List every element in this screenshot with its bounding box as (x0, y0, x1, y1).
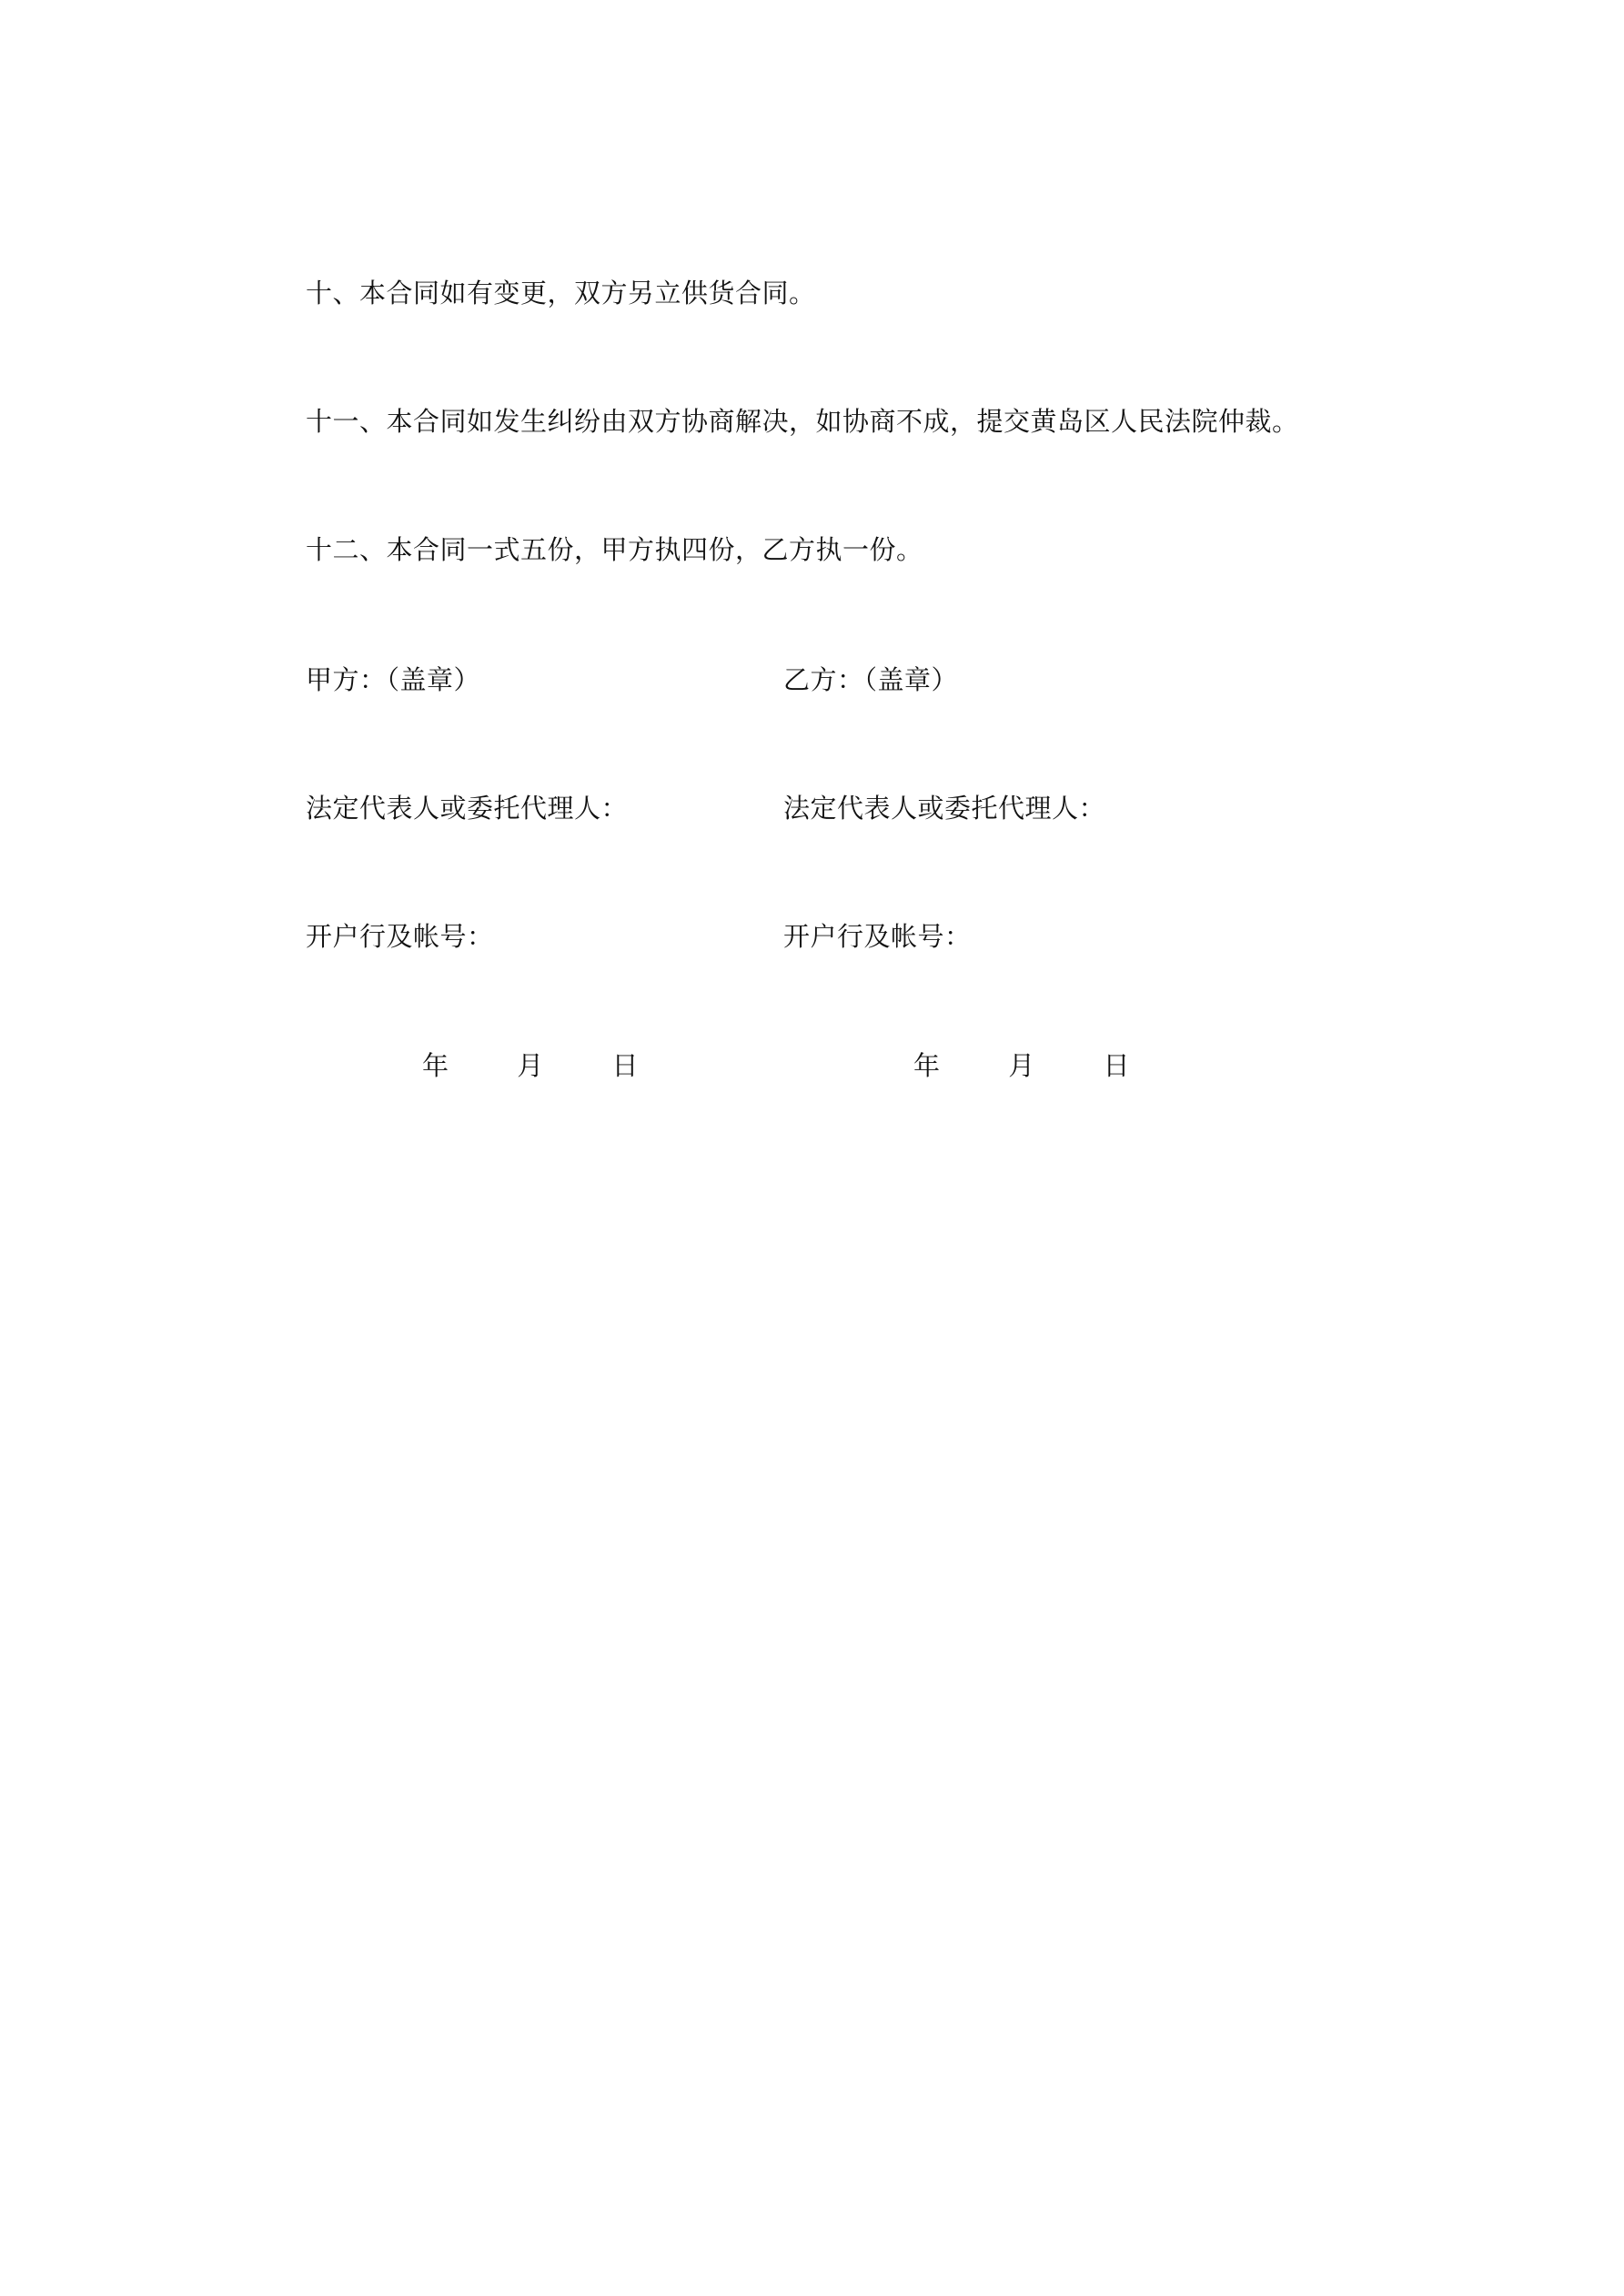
clause-11: 十一、本合同如发生纠纷由双方协商解决，如协商不成，提交黄岛区人民法院仲裁。 (306, 406, 1299, 437)
party-a-seal: 甲方：（盖章） (306, 664, 481, 695)
party-b-date-year: 年 (913, 1050, 941, 1081)
party-a-bank-account: 开户行及帐号： (306, 921, 494, 952)
party-a-representative: 法定代表人或委托代理人： (306, 793, 629, 824)
clause-10: 十、本合同如有变更，双方另立供货合同。 (306, 278, 816, 308)
party-b-date (913, 1049, 1129, 1082)
party-a-date-month: 月 (517, 1050, 544, 1081)
party-b-seal: 乙方：（盖章） (783, 664, 959, 695)
party-b-date-day: 日 (1103, 1050, 1130, 1081)
party-a-date (422, 1049, 638, 1082)
party-b-date-month: 月 (1008, 1050, 1035, 1081)
party-a-date-day: 日 (611, 1050, 639, 1081)
party-b-representative: 法定代表人或委托代理人： (783, 793, 1106, 824)
party-a-date-year: 年 (422, 1050, 449, 1081)
party-b-bank-account: 开户行及帐号： (783, 921, 972, 952)
clause-12: 十二、本合同一式五份，甲方执四份，乙方执一份。 (306, 534, 923, 565)
